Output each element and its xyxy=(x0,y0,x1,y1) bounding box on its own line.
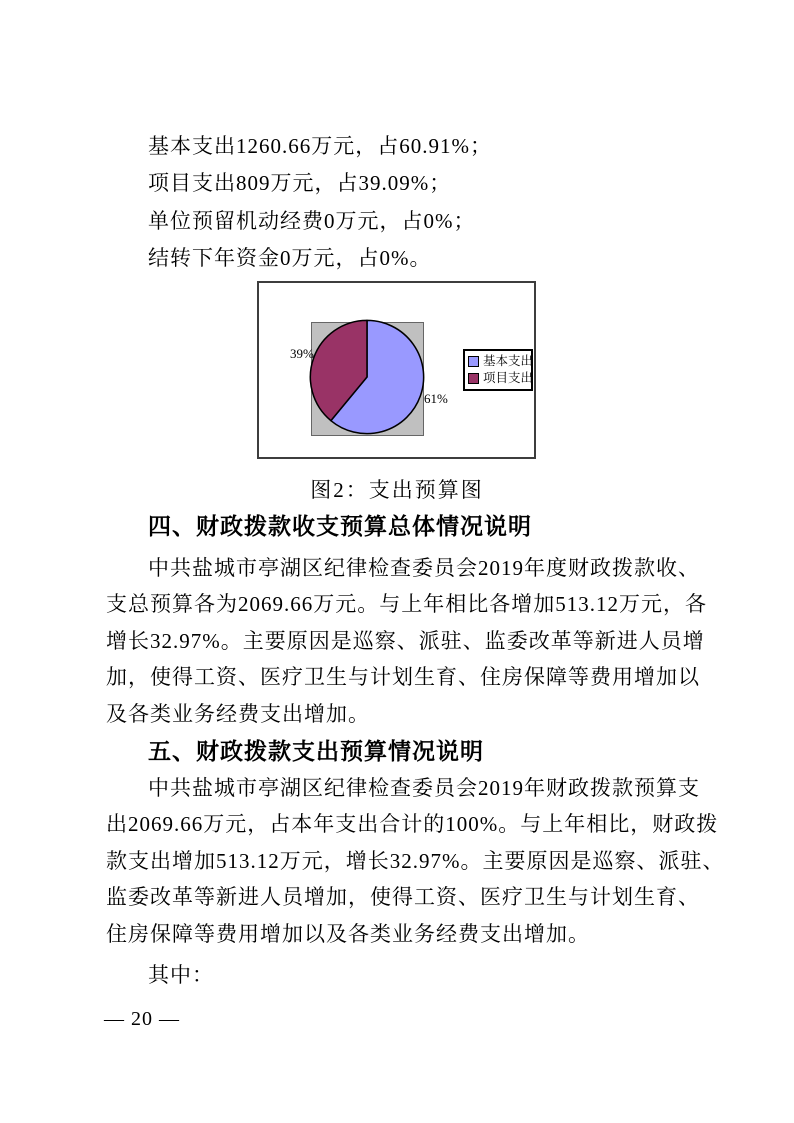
text-line: 单位预留机动经费0万元，占0%； xyxy=(148,208,476,233)
legend-swatch-project xyxy=(468,373,479,384)
text-line: 中共盐城市亭湖区纪律检查委员会2019年财政拨款预算支 xyxy=(148,776,700,800)
page-number: — 20 — xyxy=(104,1008,180,1030)
text-line: 款支出增加513.12万元，增长32.97%。主要原因是巡察、派驻、 xyxy=(106,848,725,873)
text-line: 住房保障等费用增加以及各类业务经费支出增加。 xyxy=(106,921,590,946)
legend-label: 项目支出 xyxy=(483,371,534,385)
legend-label: 基本支出 xyxy=(483,354,534,368)
section4-paragraph xyxy=(106,550,707,732)
figure-caption: 图2：支出预算图 xyxy=(310,478,484,502)
legend-item-project xyxy=(468,370,534,387)
section-heading-4: 四、财政拨款收支预算总体情况说明 xyxy=(148,513,532,539)
expenditure-pie-chart-figure xyxy=(257,281,536,459)
text-line: 基本支出1260.66万元，占60.91%； xyxy=(148,134,492,158)
text-line: 中共盐城市亭湖区纪律检查委员会2019年度财政拨款收、 xyxy=(148,556,700,580)
legend-item-basic xyxy=(468,353,534,370)
pie-label-project-pct: 39% xyxy=(290,346,314,361)
text-line: 结转下年资金0万元，占0%。 xyxy=(148,246,432,271)
chart-legend xyxy=(463,349,533,391)
section-heading-5: 五、财政拨款支出预算情况说明 xyxy=(148,738,484,764)
pie-label-basic-pct: 61% xyxy=(424,391,448,406)
section5-paragraph xyxy=(106,770,725,952)
text-line: 出2069.66万元，占本年支出合计的100%。与上年相比，财政拨 xyxy=(106,812,719,837)
pie-chart xyxy=(308,318,426,436)
among-label: 其中： xyxy=(148,963,214,987)
text-line: 加，使得工资、医疗卫生与计划生育、住房保障等费用增加以 xyxy=(106,665,700,690)
text-line: 支总预算各为2069.66万元。与上年相比各增加513.12万元，各 xyxy=(106,592,707,617)
legend-swatch-basic xyxy=(468,356,479,367)
text-line: 监委改革等新进人员增加，使得工资、医疗卫生与计划生育、 xyxy=(106,885,700,910)
text-line: 及各类业务经费支出增加。 xyxy=(106,701,370,726)
text-line: 项目支出809万元，占39.09%； xyxy=(148,171,452,196)
text-line: 增长32.97%。主要原因是巡察、派驻、监委改革等新进人员增 xyxy=(106,628,705,653)
intro-paragraph xyxy=(106,128,688,278)
